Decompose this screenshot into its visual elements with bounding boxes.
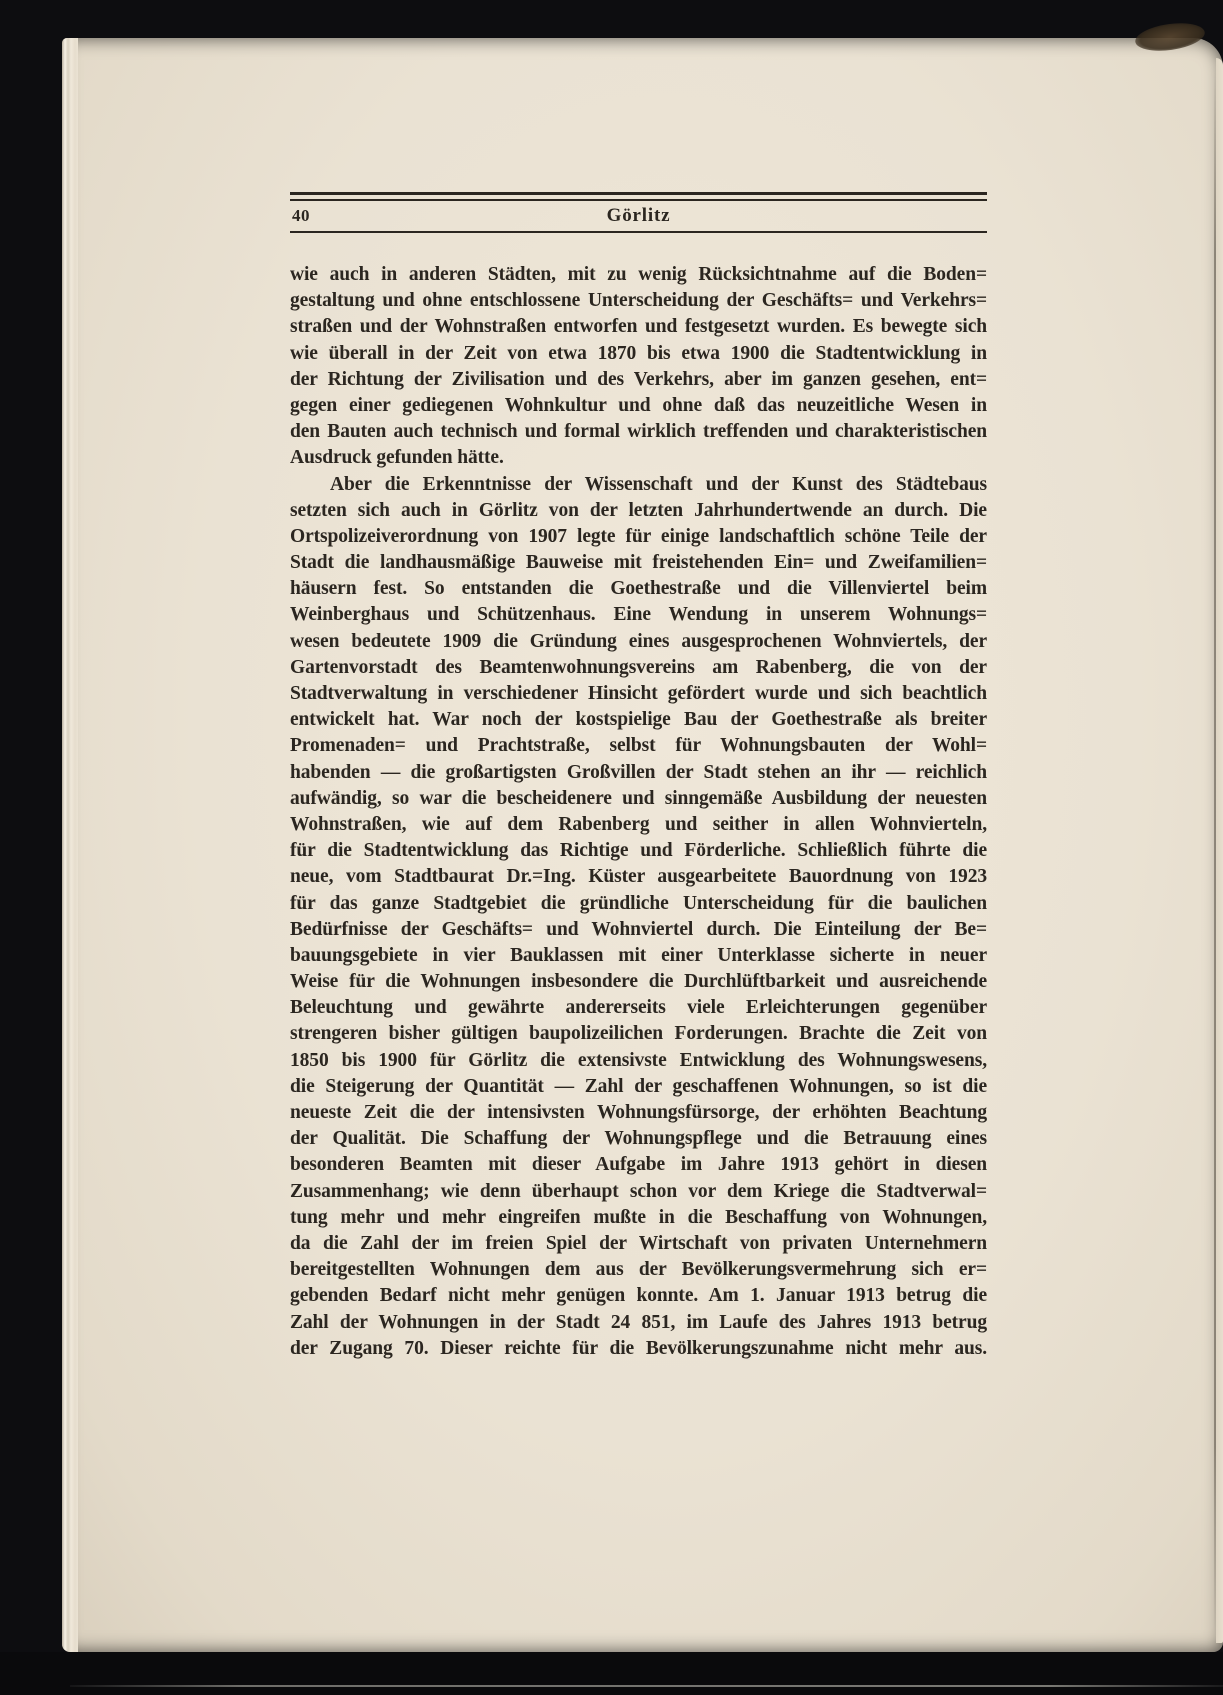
text-line: Weise für die Wohnungen insbesondere die Durchlüftbarkeit und ausreichende: [290, 971, 987, 993]
paragraph: [290, 472, 987, 1362]
text-line: habenden — die großartigsten Großvillen der Stadt stehen an ihr — reichlich: [290, 761, 987, 783]
text-line: Stadtverwaltung in verschiedener Hinsicht gefördert wurde und sich beachtlich: [290, 683, 987, 704]
header-double-rule: [290, 192, 987, 201]
text-line: wie überall in der Zeit von etwa 1870 bis etwa 1900 die Stadtentwicklung in: [290, 342, 987, 364]
text-line: besonderen Beamten mit dieser Aufgabe im Jahre 1913 gehört in diesen: [290, 1154, 987, 1176]
text-line: neue, vom Stadtbaurat Dr.=Ing. Küster ausgearbeitete Bauordnung von 1923: [290, 866, 987, 888]
text-block: [290, 262, 987, 1362]
text-line: aufwändig, so war die bescheidenere und sinngemäße Ausbildung der neuesten: [290, 787, 987, 809]
text-line: bereitgestellten Wohnungen dem aus der Bevölkerungsvermehrung sich er=: [290, 1259, 987, 1281]
header-single-rule: [290, 231, 987, 233]
text-line: neueste Zeit die der intensivsten Wohnungsfürsorge, der erhöhten Beachtung: [290, 1102, 987, 1123]
text-line: Stadt die landhausmäßige Bauweise mit freistehenden Ein= und Zweifamilien=: [290, 552, 987, 574]
running-head-title: Görlitz: [606, 205, 671, 226]
printed-column: [290, 192, 987, 1362]
text-line: Aber die Erkenntnisse der Wissenschaft und der Kunst des Städtebaus: [330, 473, 987, 495]
text-line: da die Zahl der im freien Spiel der Wirtschaft von privaten Unternehmern: [290, 1232, 987, 1254]
text-line: gestaltung und ohne entschlossene Unterscheidung der Geschäfts= und Verkehrs=: [290, 290, 987, 312]
text-line: gebenden Bedarf nicht mehr genügen konnte. Am 1. Januar 1913 betrug die: [290, 1285, 987, 1307]
paragraph: [290, 262, 987, 472]
text-line: tung mehr und mehr eingreifen mußte in die Beschaffung von Wohnungen,: [290, 1206, 987, 1228]
text-line: Beleuchtung und gewährte andererseits viele Erleichterungen gegenüber: [290, 997, 987, 1019]
text-line: Zusammenhang; wie denn überhaupt schon vor dem Kriege die Stadtverwal=: [290, 1180, 987, 1202]
page-edge-line: [1214, 66, 1216, 1636]
text-line: gegen einer gediegenen Wohnkultur und ohne daß das neuzeitliche Wesen in: [290, 394, 987, 416]
page-stack-edge: [62, 38, 78, 1652]
text-line: häusern fest. So entstanden die Goethestraße und die Villenviertel beim: [290, 578, 987, 600]
page-curl-edge: [1216, 58, 1223, 1643]
text-line: Ortspolizeiverordnung von 1907 legte für einige landschaftlich schöne Teile der: [290, 525, 987, 547]
text-line: den Bauten auch technisch und formal wirklich treffenden und charakteristischen: [290, 421, 987, 443]
text-line: Bedürfnisse der Geschäfts= und Wohnviertel durch. Die Einteilung der Be=: [290, 918, 987, 940]
text-line: wie auch in anderen Städten, mit zu wenig Rücksichtnahme auf die Boden=: [290, 264, 987, 285]
text-line: entwickelt hat. War noch der kostspielige Bau der Goethestraße als breiter: [290, 709, 987, 731]
page-number: 40: [292, 206, 310, 225]
text-line: bauungsgebiete in vier Bauklassen mit einer Unterklasse sicherte in neuer: [290, 944, 987, 966]
text-line: Weinberghaus und Schützenhaus. Eine Wendung in unserem Wohnungs=: [290, 604, 987, 626]
text-line: straßen und der Wohnstraßen entworfen und festgesetzt wurden. Es bewegte sich: [290, 316, 987, 338]
text-line: strengeren bisher gültigen baupolizeilichen Forderungen. Brachte die Zeit von: [290, 1023, 987, 1045]
text-line: setzten sich auch in Görlitz von der letzten Jahrhundertwende an durch. Die: [290, 499, 987, 521]
scanner-edge-line: [70, 1685, 1223, 1687]
text-line: Zahl der Wohnungen in der Stadt 24 851, im Laufe des Jahres 1913 betrug: [290, 1311, 987, 1333]
text-line: wesen bedeutete 1909 die Gründung eines ausgesprochenen Wohnviertels, der: [290, 630, 987, 652]
text-line: der Qualität. Die Schaffung der Wohnungspflege und die Betrauung eines: [290, 1128, 987, 1150]
running-header: [290, 201, 987, 231]
text-line: 1850 bis 1900 für Görlitz die extensivste Entwicklung des Wohnungswesens,: [290, 1049, 987, 1071]
text-line: der Zugang 70. Dieser reichte für die Bevölkerungszunahme nicht mehr aus.: [290, 1337, 987, 1359]
book-page: [62, 38, 1223, 1652]
text-line: die Steigerung der Quantität — Zahl der geschaffenen Wohnungen, so ist die: [290, 1075, 987, 1097]
scan-bottom-band: [0, 1652, 1223, 1695]
text-line: Promenaden= und Prachtstraße, selbst für Wohnungsbauten der Wohl=: [290, 735, 987, 757]
text-line: Wohnstraßen, wie auf dem Rabenberg und seither in allen Wohnvierteln,: [290, 813, 987, 835]
binding-cloth-corner: [1134, 19, 1207, 54]
text-line: für das ganze Stadtgebiet die gründliche Unterscheidung für die baulichen: [290, 892, 987, 914]
text-line: Gartenvorstadt des Beamtenwohnungsvereins am Rabenberg, die von der: [290, 656, 987, 678]
text-line: für die Stadtentwicklung das Richtige und Förderliche. Schließlich führte die: [290, 840, 987, 862]
text-line: Ausdruck gefunden hätte.: [290, 447, 504, 469]
text-line: der Richtung der Zivilisation und des Verkehrs, aber im ganzen gesehen, ent=: [290, 368, 987, 390]
